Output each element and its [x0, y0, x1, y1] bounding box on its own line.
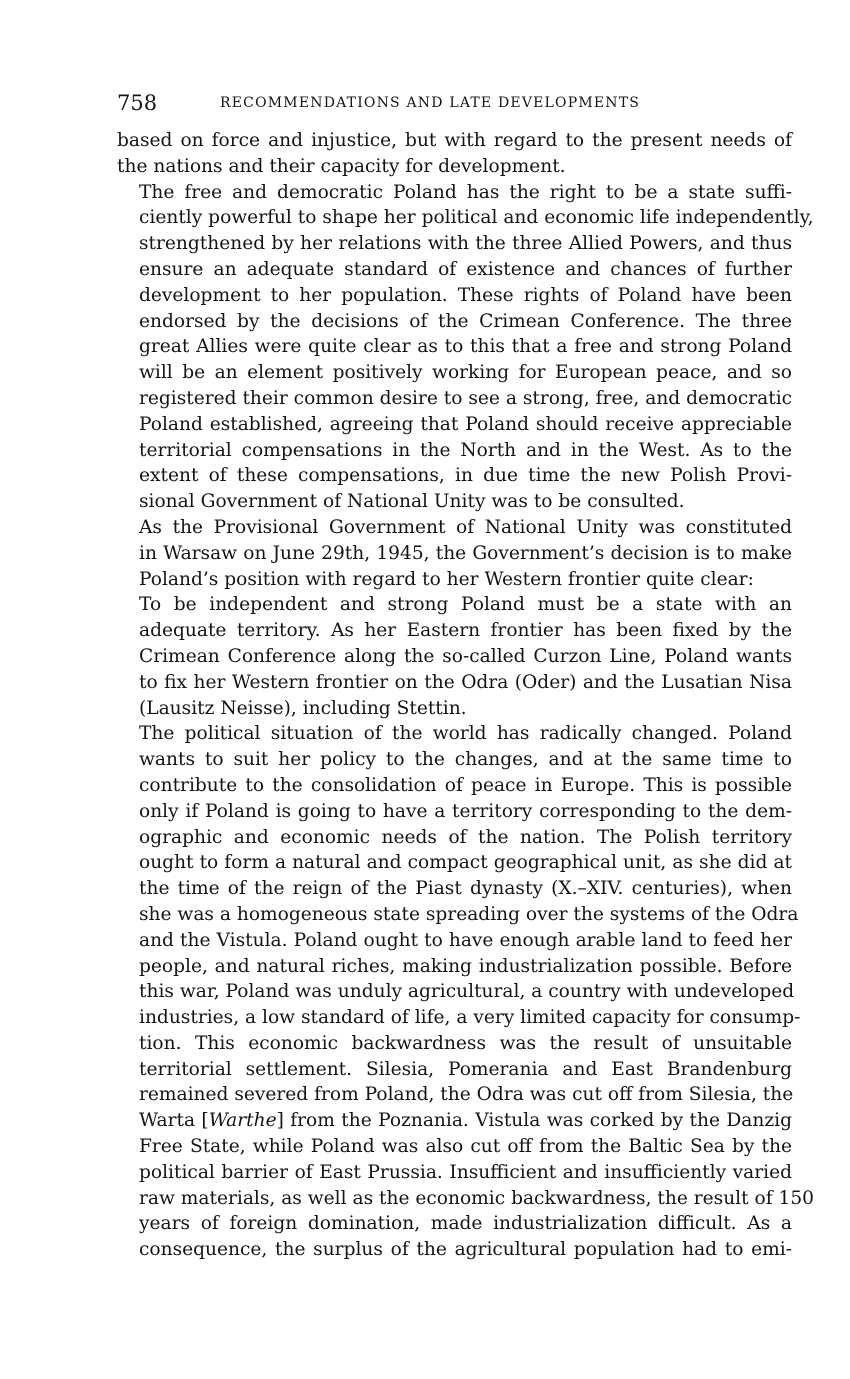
text-line: adequate territory. As her Eastern frontier has been fixed by the — [139, 620, 792, 642]
text-line: political barrier of East Prussia. Insufficient and insufficiently varied — [139, 1161, 792, 1183]
text-line: (Lausitz Neisse), including Stettin. — [139, 697, 467, 719]
text-line: remained severed from Poland, the Odra was cut off from Silesia, the — [139, 1084, 794, 1106]
text-line: based on force and injustice, but with regard to the present needs of — [117, 130, 792, 151]
text-line: territorial compensations in the North and in the West. As to the — [139, 439, 792, 461]
paragraph-4 — [117, 592, 792, 721]
text-line: this war, Poland was unduly agricultural, a country with undeveloped — [139, 981, 795, 1003]
text-line: ensure an adequate standard of existence and chances of further — [139, 258, 792, 280]
text-line: Crimean Conference along the so-called Curzon Line, Poland wants — [139, 645, 792, 667]
text-line: extent of these compensations, in due time the new Polish Provi- — [139, 465, 792, 487]
paragraph-1 — [117, 128, 792, 180]
running-head — [117, 88, 792, 118]
text-line: people, and natural riches, making industrialization possible. Before — [139, 955, 792, 977]
text-line: she was a homogeneous state spreading over the systems of the Odra — [139, 903, 799, 925]
text-line: in Warsaw on June 29th, 1945, the Government’s decision is to make — [139, 542, 792, 564]
text-run: ] from the Poznania. Vistula was corked by the Danzig — [276, 1110, 792, 1132]
text-line: the nations and their capacity for development. — [117, 155, 566, 177]
text-line-warta — [117, 1108, 792, 1134]
text-line: and the Vistula. Poland ought to have enough arable land to feed her — [139, 929, 792, 951]
text-line: ciently powerful to shape her political and economic life independently, — [139, 207, 814, 229]
text-line: tion. This economic backwardness was the result of unsuitable — [139, 1032, 792, 1054]
text-line: Poland’s position with regard to her Western frontier quite clear: — [139, 568, 754, 590]
paragraph-3 — [117, 515, 792, 592]
text-line: only if Poland is going to have a territory corresponding to the dem- — [139, 800, 792, 822]
text-line: development to her population. These rights of Poland have been — [139, 284, 792, 306]
book-page — [117, 88, 814, 1263]
text-line: Free State, while Poland was also cut off from the Baltic Sea by the — [139, 1136, 792, 1158]
page-number: 758 — [117, 91, 158, 115]
text-line: registered their common desire to see a strong, free, and democratic — [139, 387, 793, 409]
text-line: great Allies were quite clear as to this that a free and strong Poland — [139, 336, 792, 358]
text-line: years of foreign domination, made industrialization difficult. As a — [139, 1213, 792, 1235]
running-title: RECOMMENDATIONS AND LATE DEVELOPMENTS — [220, 95, 641, 111]
text-line: will be an element positively working for European peace, and so — [139, 362, 792, 384]
italic-text: Warthe — [208, 1110, 277, 1132]
text-line: territorial settlement. Silesia, Pomerania and East Brandenburg — [139, 1058, 792, 1080]
text-line: the time of the reign of the Piast dynasty (X.–XIV. centuries), when — [139, 878, 792, 900]
text-line: To be independent and strong Poland must be a state with an — [139, 594, 792, 616]
text-line: to fix her Western frontier on the Odra (Oder) and the Lusatian Nisa — [139, 671, 792, 693]
text-line: consequence, the surplus of the agricultural population had to emi- — [139, 1239, 792, 1261]
text-line: The free and democratic Poland has the right to be a state suffi- — [139, 181, 792, 203]
text-line: ought to form a natural and compact geographical unit, as she did at — [139, 852, 792, 874]
paragraph-5 — [117, 721, 814, 1263]
text-line: strengthened by her relations with the three Allied Powers, and thus — [139, 233, 792, 255]
text-line: raw materials, as well as the economic backwardness, the result of 150 — [139, 1187, 814, 1209]
body-text — [117, 128, 814, 1263]
text-line: As the Provisional Government of National Unity was constituted — [139, 516, 792, 538]
text-line: contribute to the consolidation of peace in Europe. This is possible — [139, 774, 792, 796]
text-run: Warta [ — [139, 1110, 209, 1132]
text-line: Poland established, agreeing that Poland should receive appreciable — [139, 413, 792, 435]
paragraph-2 — [117, 180, 814, 515]
text-line: sional Government of National Unity was to be consulted. — [139, 491, 685, 513]
text-line: industries, a low standard of life, a very limited capacity for consump- — [139, 1007, 801, 1029]
text-line: ographic and economic needs of the nation. The Polish territory — [139, 826, 792, 848]
text-line: endorsed by the decisions of the Crimean Conference. The three — [139, 310, 792, 332]
text-line: wants to suit her policy to the changes, and at the same time to — [139, 749, 792, 771]
text-line: The political situation of the world has radically changed. Poland — [139, 723, 792, 745]
